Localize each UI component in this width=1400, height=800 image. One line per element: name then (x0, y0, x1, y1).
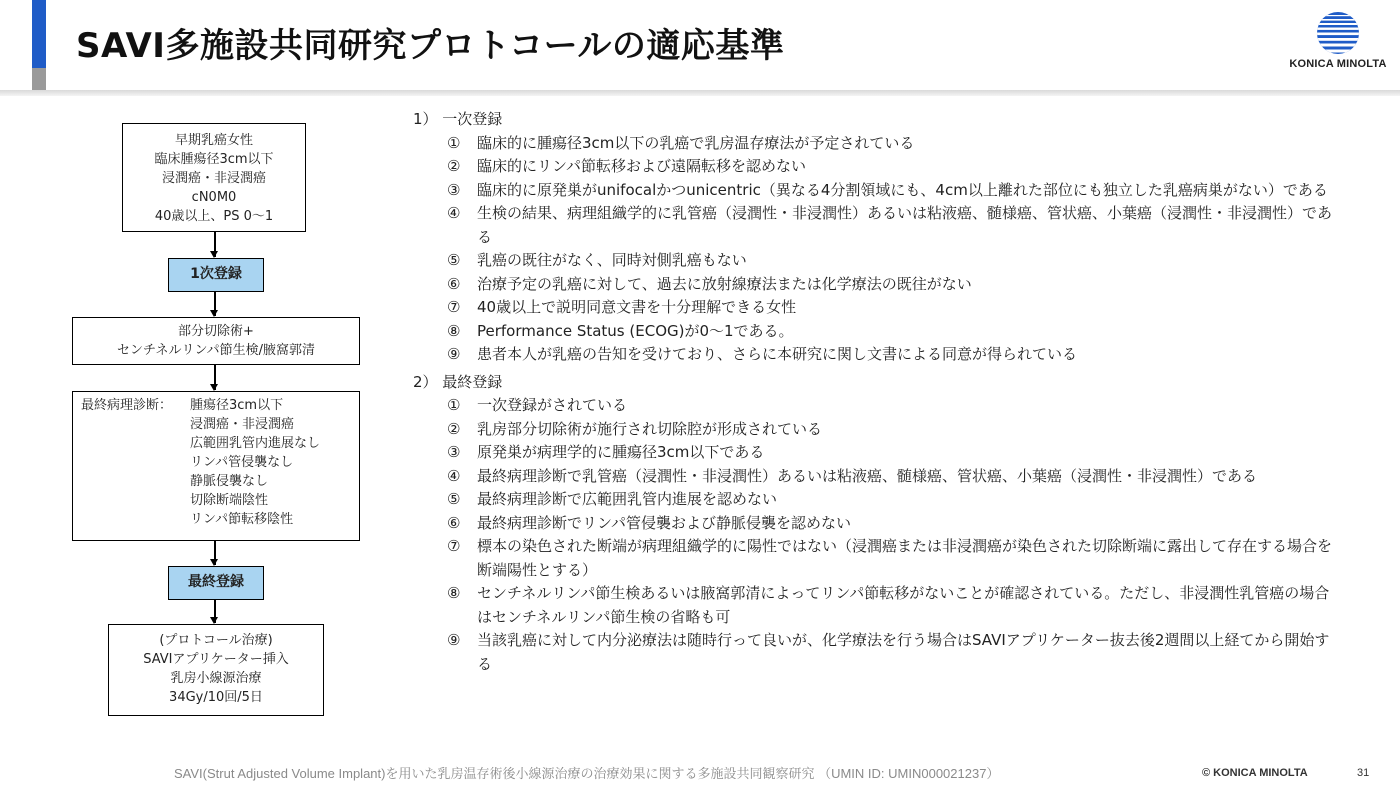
item-number: ⑧ (447, 321, 461, 340)
item-number: ⑤ (447, 490, 461, 508)
item-text: 当該乳癌に対して内分泌療法は随時行って良いが、化学療法を行う場合はSAVIアプリケーター抜去後2週間以上経てから開始する (477, 631, 1330, 673)
eligibility-line: 40歳以上、PS 0〜1 (154, 209, 274, 224)
eligibility-line: cN0M0 (191, 190, 237, 205)
page-title: SAVI多施設共同研究プロトコールの適応基準 (76, 26, 785, 66)
item-text: 治療予定の乳癌に対して、過去に放射線療法または化学療法の既往がない (477, 274, 972, 293)
list-item (413, 488, 1333, 512)
item-number: ⑤ (447, 251, 461, 269)
item-number: ① (447, 133, 461, 152)
step-first-registration: 1次登録 (168, 258, 264, 292)
step-final-registration: 最終登録 (168, 566, 264, 600)
section-heading: 1） 一次登録 (413, 110, 503, 128)
treatment-line: 34Gy/10回/5日 (169, 690, 263, 705)
brand-name: KONICA MINOLTA (1289, 58, 1387, 70)
list-item (413, 418, 1333, 442)
item-text: 生検の結果、病理組織学的に乳管癌（浸潤性・非浸潤性）あるいは粘液癌、髄様癌、管状癌、小葉癌（浸潤性・非浸潤性）である (477, 204, 1333, 246)
item-number: ⑨ (447, 631, 461, 649)
eligibility-line: 早期乳癌女性 (174, 133, 253, 148)
item-text: 臨床的に原発巣がunifocalかつunicentric（異なる4分割領域にも、4cm以上離れた部位にも独立した乳癌病巣がない）である (477, 180, 1328, 199)
item-text: 標本の染色された断端が病理組織学的に陽性ではない（浸潤癌または非浸潤癌が染色された切除断端に露出して存在する場合を断端陽性とする） (477, 537, 1333, 579)
item-number: ③ (447, 180, 461, 199)
pathology-line: 静脈侵襲なし (190, 474, 269, 489)
list-item (413, 249, 1333, 273)
list-item (413, 296, 1333, 320)
flow-arrow (214, 292, 216, 316)
pathology-line: 広範囲乳管内進展なし (190, 436, 321, 451)
pathology-line: 切除断端陰性 (190, 493, 269, 508)
footer-note: SAVI(Strut Adjusted Volume Implant)を用いた乳房温存術後小線源治療の治療効果に関する多施設共同観察研究 （UMIN ID: UMIN000021237） (174, 766, 1000, 781)
item-text: 最終病理診断で乳管癌（浸潤性・非浸潤性）あるいは粘液癌、髄様癌、管状癌、小葉癌（浸潤性・非浸潤性）である (477, 466, 1258, 485)
item-text: 乳房部分切除術が施行され切除腔が形成されている (477, 419, 823, 438)
section-heading: 2） 最終登録 (413, 372, 503, 391)
header-divider (0, 90, 1400, 96)
copyright: © KONICA MINOLTA (1202, 767, 1308, 779)
list-item (413, 535, 1333, 582)
flow-arrow (214, 365, 216, 390)
surgery-line: 部分切除術+ (178, 324, 254, 339)
list-item (413, 343, 1333, 367)
item-text: センチネルリンパ節生検あるいは腋窩郭清によってリンパ節転移がないことが確認されている。ただし、非浸潤性乳管癌の場合はセンチネルリンパ節生検の省略も可 (477, 584, 1330, 626)
flow-arrow (214, 232, 216, 257)
item-text: 最終病理診断でリンパ管侵襲および静脈侵襲を認めない (477, 513, 851, 532)
list-item (413, 320, 1333, 344)
pathology-line: 腫瘍径3cm以下 (190, 398, 284, 413)
pathology-line: リンパ節転移陰性 (190, 512, 294, 527)
treatment-box (108, 624, 324, 716)
flowchart (70, 120, 370, 720)
pathology-label: 最終病理診断： (81, 398, 173, 413)
pathology-box (72, 391, 360, 541)
surgery-box (72, 317, 360, 365)
list-item (413, 441, 1333, 465)
item-text: 40歳以上で説明同意文書を十分理解できる女性 (477, 298, 797, 316)
item-text: 原発巣が病理学的に腫瘍径3cm以下である (477, 443, 765, 461)
treatment-line: SAVIアプリケーター挿入 (143, 652, 289, 667)
item-number: ⑥ (447, 274, 461, 293)
criteria-list (413, 108, 1333, 676)
list-item (413, 582, 1333, 629)
list-item (413, 155, 1333, 179)
eligibility-line: 臨床腫瘍径3cm以下 (154, 152, 274, 167)
list-item (413, 629, 1333, 676)
pathology-line: 浸潤癌・非浸潤癌 (190, 417, 295, 432)
item-number: ① (447, 396, 461, 414)
item-text: Performance Status (ECOG)が0〜1である。 (477, 321, 794, 340)
list-item (413, 512, 1333, 536)
item-text: 臨床的にリンパ節転移および遠隔転移を認めない (477, 157, 806, 175)
item-text: 乳癌の既往がなく、同時対側乳癌もない (477, 251, 747, 269)
item-number: ④ (447, 204, 461, 222)
page-number: 31 (1357, 767, 1370, 779)
eligibility-line: 浸潤癌・非浸潤癌 (161, 171, 266, 186)
list-item (413, 202, 1333, 249)
item-number: ③ (447, 443, 461, 461)
list-item (413, 132, 1333, 156)
header-accent-bar-grey (32, 68, 46, 90)
globe-logo-icon (1313, 10, 1363, 56)
item-number: ② (447, 419, 461, 438)
item-number: ⑦ (447, 298, 461, 316)
flow-arrow (214, 600, 216, 623)
header (0, 0, 1400, 90)
treatment-line: 乳房小線源治療 (170, 671, 262, 686)
item-number: ⑥ (447, 513, 461, 532)
surgery-line: センチネルリンパ節生検/腋窩郭清 (117, 343, 315, 358)
list-item (413, 394, 1333, 418)
brand-logo (1288, 10, 1388, 80)
list-item (413, 273, 1333, 297)
item-number: ⑦ (447, 537, 461, 555)
item-text: 臨床的に腫瘍径3cm以下の乳癌で乳房温存療法が予定されている (477, 133, 915, 152)
list-item (413, 179, 1333, 203)
pathology-line: リンパ管侵襲なし (190, 455, 294, 470)
flow-arrow (214, 541, 216, 565)
eligibility-box (122, 123, 306, 232)
item-number: ⑧ (447, 584, 461, 602)
item-text: 一次登録がされている (477, 396, 628, 414)
item-text: 最終病理診断で広範囲乳管内進展を認めない (477, 490, 778, 508)
list-item (413, 465, 1333, 489)
item-number: ② (447, 157, 461, 175)
item-text: 患者本人が乳癌の告知を受けており、さらに本研究に関し文書による同意が得られている (477, 345, 1078, 363)
item-number: ⑨ (447, 345, 461, 363)
item-number: ④ (447, 466, 461, 485)
treatment-line: (プロトコール治療) (159, 633, 273, 648)
